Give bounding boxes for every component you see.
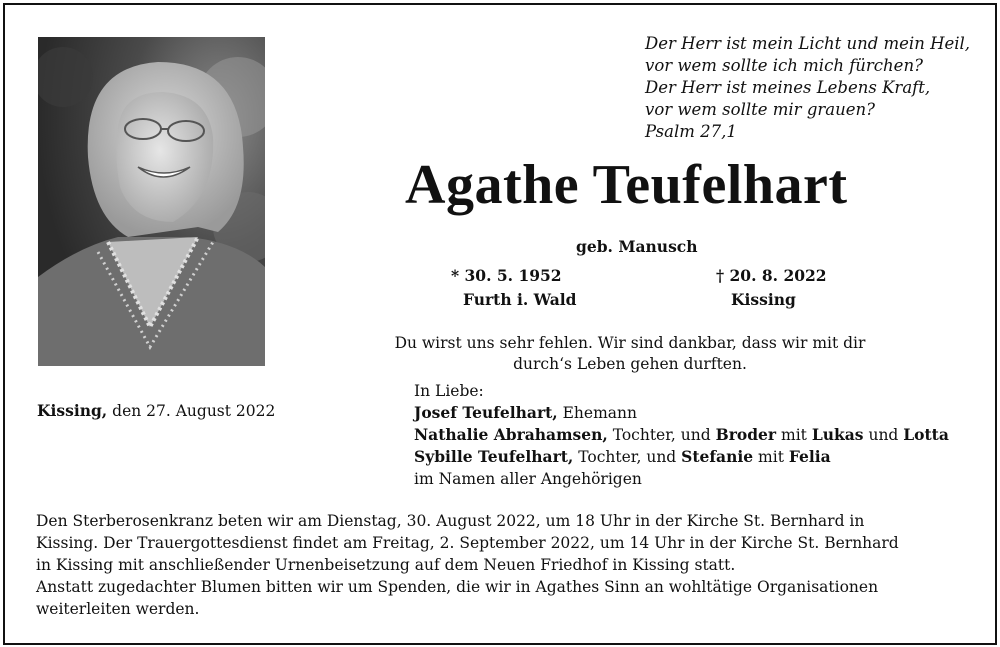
family-intro: In Liebe: xyxy=(414,382,484,400)
death-place: Kissing xyxy=(731,290,796,309)
quote-line: Der Herr ist mein Licht und mein Heil, xyxy=(645,34,971,53)
place: Kissing, xyxy=(37,401,108,420)
family-row xyxy=(414,402,949,424)
notice-line: Kissing. Der Trauergottesdienst findet am Freitag, 2. September 2022, um 14 Uhr in der Kirche St. Bernhard xyxy=(36,534,899,552)
psalm-quote xyxy=(645,33,985,143)
birth-date: * 30. 5. 1952 xyxy=(451,266,562,285)
family-member-name: Lukas xyxy=(811,425,864,444)
notice-line: Anstatt zugedachter Blumen bitten wir um Spenden, die wir in Agathes Sinn an wohltätige Organisationen xyxy=(36,578,879,596)
family-member-name: Josef Teufelhart, xyxy=(414,403,558,422)
death-date: † 20. 8. 2022 xyxy=(716,266,827,285)
saying-line: durch‘s Leben gehen durften. xyxy=(513,355,747,373)
family-member-name: Stefanie xyxy=(681,447,754,466)
saying-line: Du wirst uns sehr fehlen. Wir sind dankbar, dass wir mit dir xyxy=(394,334,866,352)
notice-line: Den Sterberosenkranz beten wir am Dienstag, 30. August 2022, um 18 Uhr in der Kirche St. Bernhard in xyxy=(36,512,865,530)
place-date xyxy=(37,400,275,422)
family-row xyxy=(414,446,949,468)
quote-line: vor wem sollte ich mich fürchen? xyxy=(645,56,923,75)
family-member-name: Nathalie Abrahamsen, xyxy=(414,425,608,444)
quote-source: Psalm 27,1 xyxy=(645,122,737,141)
farewell-saying xyxy=(360,333,900,375)
family-member-name: Broder xyxy=(715,425,777,444)
family-relation: Tochter, und xyxy=(573,448,682,466)
family-member-name: Lotta xyxy=(903,425,949,444)
family-relation: Tochter, und xyxy=(607,426,716,444)
family-connector: und xyxy=(863,426,904,444)
quote-line: Der Herr ist meines Lebens Kraft, xyxy=(645,78,931,97)
family-row xyxy=(414,424,949,446)
date: den 27. August 2022 xyxy=(107,402,276,420)
quote-line: vor wem sollte mir grauen? xyxy=(645,100,875,119)
maiden-name: geb. Manusch xyxy=(576,237,698,256)
family-closing: im Namen aller Angehörigen xyxy=(414,470,642,488)
portrait-photo xyxy=(38,37,265,366)
notice-line: in Kissing mit anschließender Urnenbeisetzung auf dem Neuen Friedhof in Kissing statt. xyxy=(36,556,736,574)
service-notice xyxy=(36,510,976,620)
family-member-name: Felia xyxy=(788,447,831,466)
birth-place: Furth i. Wald xyxy=(463,290,577,309)
notice-line: weiterleiten werden. xyxy=(36,600,200,618)
family-list xyxy=(414,380,949,490)
family-connector: mit xyxy=(776,426,812,444)
family-connector: mit xyxy=(753,448,789,466)
deceased-name: Agathe Teufelhart xyxy=(405,154,848,216)
family-member-name: Sybille Teufelhart, xyxy=(414,447,574,466)
family-relation: Ehemann xyxy=(557,404,637,422)
